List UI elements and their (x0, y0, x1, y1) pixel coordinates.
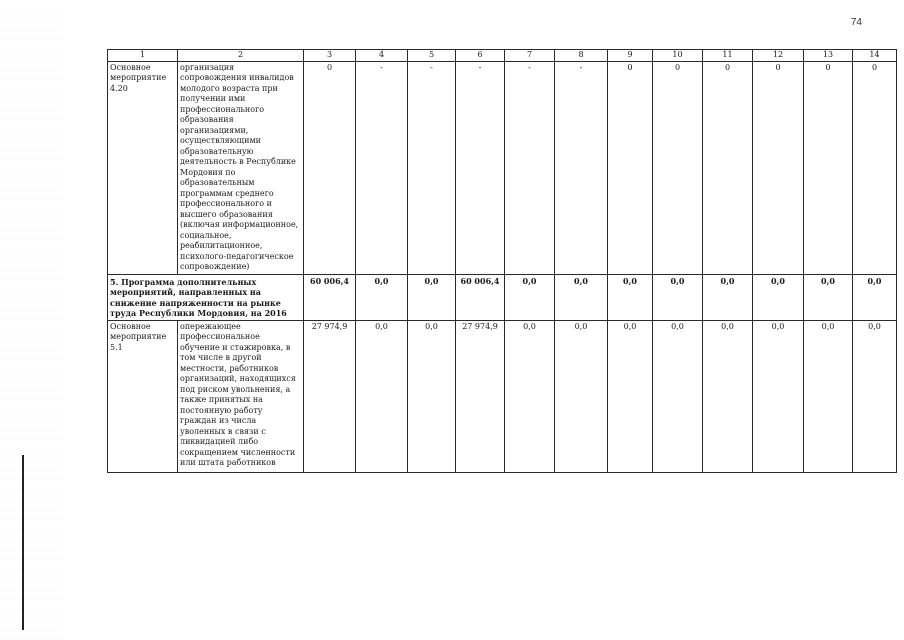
header-cell: 7 (505, 50, 555, 62)
value-cell: 60 006,4 (456, 274, 505, 320)
header-cell: 13 (804, 50, 853, 62)
value-cell: 0,0 (653, 320, 703, 472)
value-cell: - (456, 61, 505, 274)
value-cell: 0,0 (608, 320, 653, 472)
value-cell: 0,0 (853, 274, 897, 320)
value-cell: 0,0 (804, 274, 853, 320)
value-cell: - (555, 61, 608, 274)
activity-label: Основное мероприятие 4.20 (108, 61, 178, 274)
value-cell: 0,0 (408, 320, 456, 472)
value-cell: 0,0 (804, 320, 853, 472)
activity-description: организация сопровождения инвалидов молодого возраста при получении ими профессионального образования организациями, осуществляющими образовательную деятельность в Республике Мордовия по образовательным программам среднего профессионального и высшего образования (включая информационное, социальное, реабилитационное, психолого-педагогическое сопровождение) (178, 61, 304, 274)
value-cell: 60 006,4 (304, 274, 356, 320)
header-cell: 11 (703, 50, 753, 62)
scan-shadow (0, 0, 60, 640)
value-cell: 0,0 (703, 274, 753, 320)
header-cell: 2 (178, 50, 304, 62)
value-cell: 0,0 (703, 320, 753, 472)
header-cell: 8 (555, 50, 608, 62)
value-cell: 0 (304, 61, 356, 274)
header-cell: 1 (108, 50, 178, 62)
value-cell: 0 (608, 61, 653, 274)
budget-table (107, 49, 897, 473)
value-cell: 0,0 (653, 274, 703, 320)
value-cell: 0,0 (555, 274, 608, 320)
value-cell: 0 (804, 61, 853, 274)
activity-label: Основное мероприятие 5.1 (108, 320, 178, 472)
value-cell: 0,0 (505, 274, 555, 320)
section-title: 5. Программа дополнительных мероприятий, направленных на снижение напряженности на рынке труда Республики Мордовия, на 2016 (108, 274, 304, 320)
header-cell: 14 (853, 50, 897, 62)
header-cell: 12 (753, 50, 804, 62)
header-row (108, 50, 897, 62)
table-row (108, 61, 897, 274)
page-number: 74 (850, 17, 862, 28)
value-cell: 0,0 (608, 274, 653, 320)
scan-edge-line (22, 455, 24, 630)
value-cell: 27 974,9 (456, 320, 505, 472)
value-cell: 0,0 (356, 320, 408, 472)
value-cell: 27 974,9 (304, 320, 356, 472)
table-row (108, 320, 897, 472)
value-cell: 0,0 (753, 320, 804, 472)
header-cell: 6 (456, 50, 505, 62)
activity-description: опережающее профессиональное обучение и стажировка, в том числе в другой местности, работников организаций, находящихся под риском увольнения, а также принятых на постоянную работу граждан из числа уволенных в связи с ликвидацией либо сокращением численности или штата работников (178, 320, 304, 472)
value-cell: 0,0 (555, 320, 608, 472)
value-cell: 0 (703, 61, 753, 274)
header-cell: 3 (304, 50, 356, 62)
value-cell: - (356, 61, 408, 274)
header-cell: 9 (608, 50, 653, 62)
value-cell: 0,0 (356, 274, 408, 320)
value-cell: 0 (753, 61, 804, 274)
value-cell: 0,0 (505, 320, 555, 472)
value-cell: 0,0 (853, 320, 897, 472)
value-cell: 0 (853, 61, 897, 274)
header-cell: 4 (356, 50, 408, 62)
value-cell: - (408, 61, 456, 274)
value-cell: 0 (653, 61, 703, 274)
header-cell: 10 (653, 50, 703, 62)
header-cell: 5 (408, 50, 456, 62)
value-cell: - (505, 61, 555, 274)
value-cell: 0,0 (408, 274, 456, 320)
value-cell: 0,0 (753, 274, 804, 320)
section-row (108, 274, 897, 320)
